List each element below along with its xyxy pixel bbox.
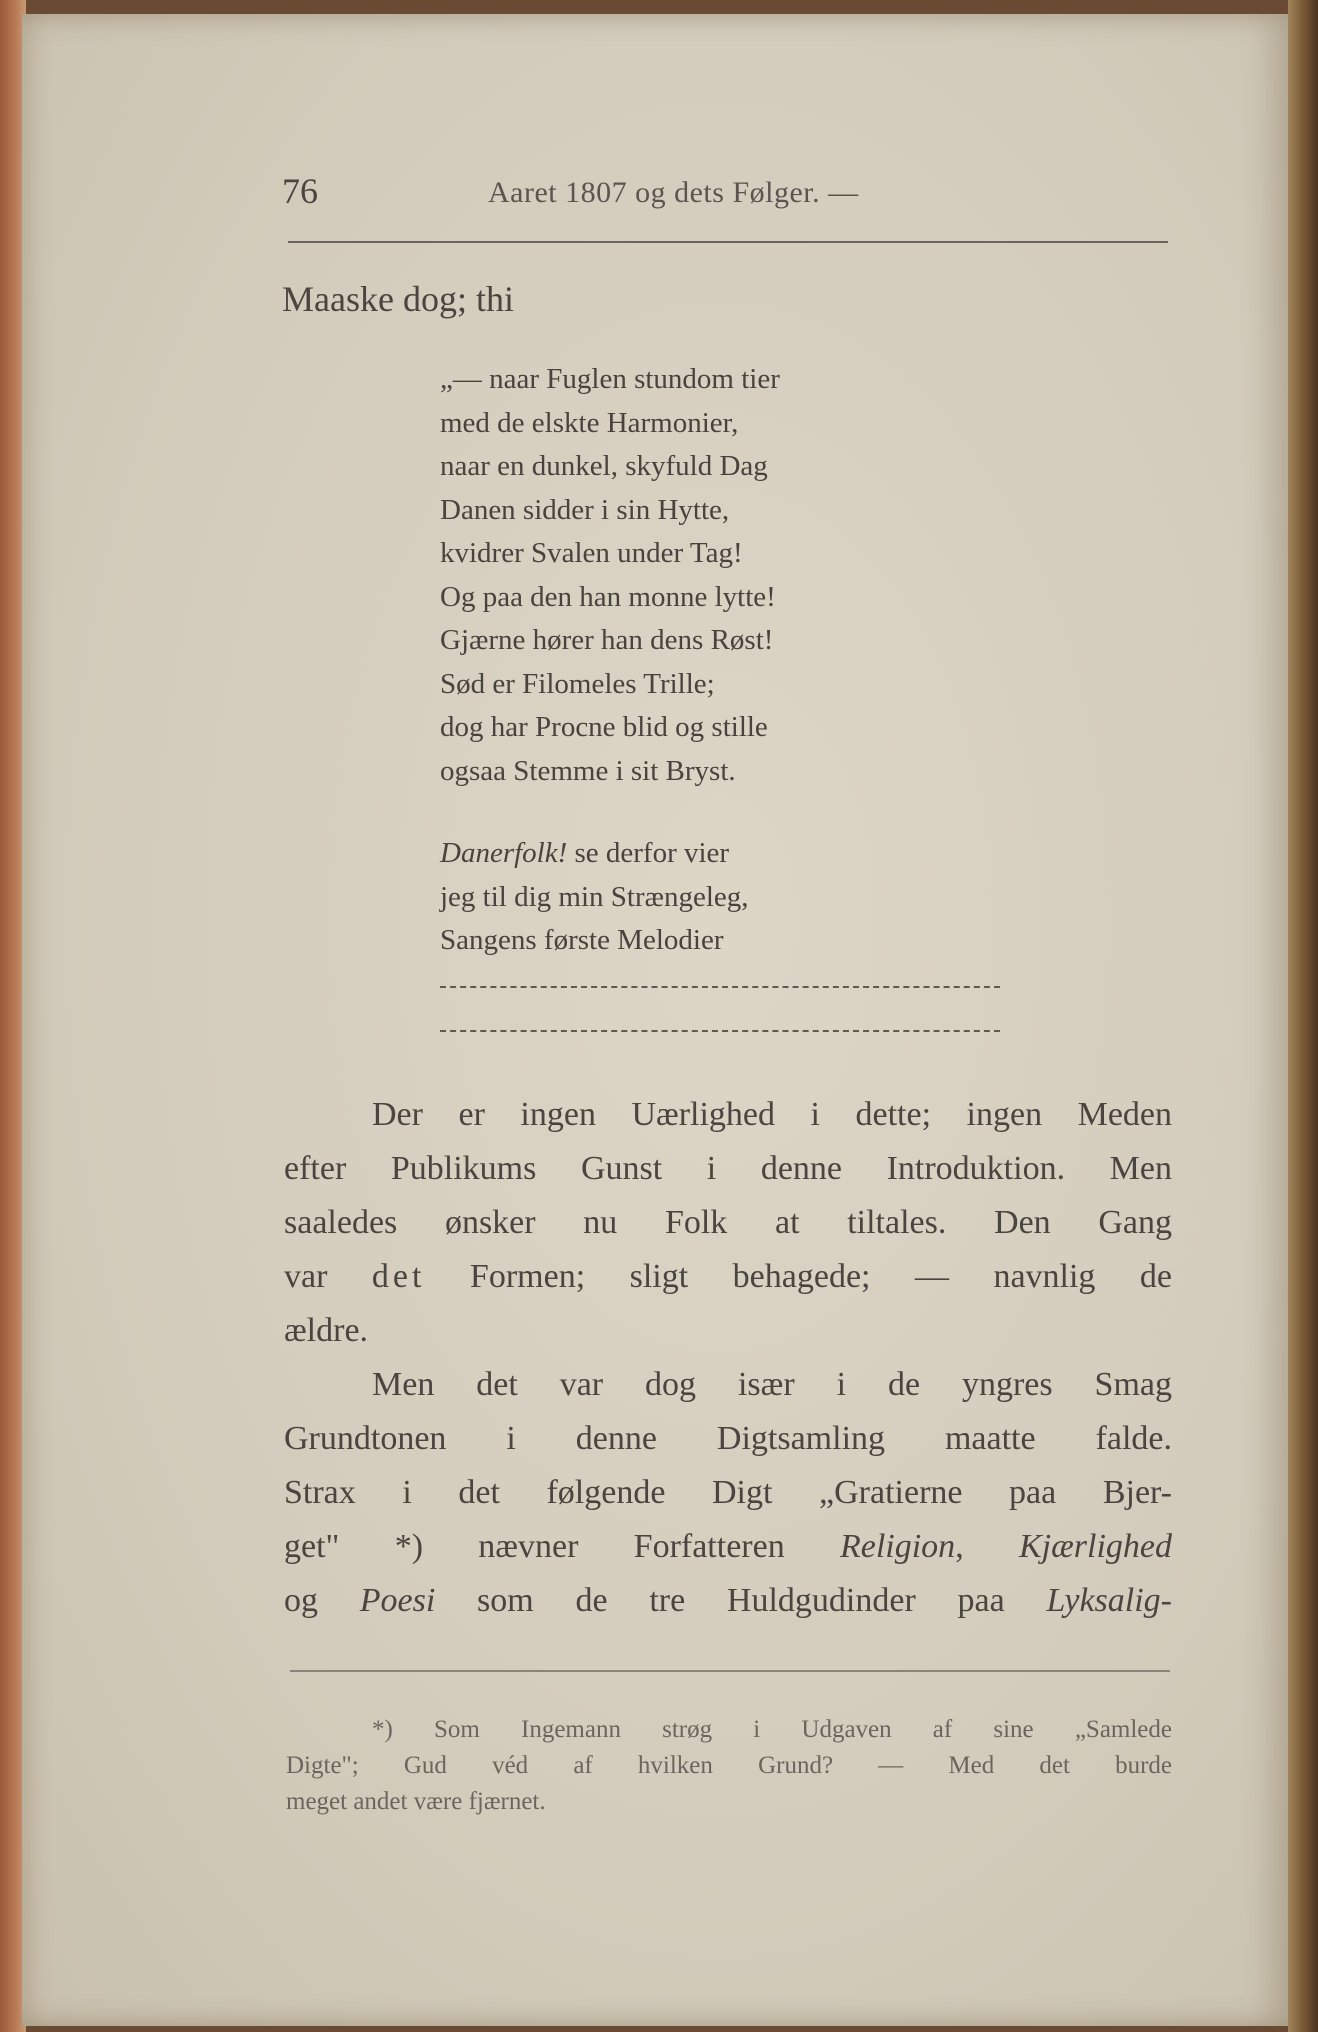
- ellipsis-dash-row: [440, 986, 1000, 990]
- footnote-line: *) Som Ingemann strøg i Udgaven af sine „Samlede: [372, 1716, 1172, 1743]
- page-header: [282, 170, 1170, 226]
- page-number: 76: [282, 171, 318, 211]
- poem-stanza-2: [440, 832, 1040, 963]
- poem-line: Og paa den han monne lytte!: [440, 580, 776, 613]
- poem-line: dog har Procne blid og stille: [440, 711, 768, 743]
- prose-fragment: som de tre Huldgudinder paa: [435, 1582, 1047, 1619]
- poem-line: Sangens første Melodier: [440, 924, 724, 956]
- prose-fragment: Formen; sligt behagede; — navnlig de: [425, 1258, 1173, 1295]
- prose-line: efter Publikums Gunst i denne Introduktion. Men: [284, 1150, 1172, 1187]
- poem-line: jeg til dig min Strængeleg,: [440, 880, 749, 913]
- footnote-line: Digte"; Gud véd af hvilken Grund? — Med det burde: [286, 1752, 1172, 1779]
- prose-line: saaledes ønsker nu Folk at tiltales. Den Gang: [284, 1204, 1172, 1241]
- poem-line: naar en dunkel, skyfuld Dag: [440, 450, 768, 482]
- poem-line: [440, 832, 1040, 876]
- spaced-emphasis: det: [371, 1258, 426, 1295]
- header-rule: [288, 241, 1168, 243]
- book-edge-right: [1288, 0, 1318, 2032]
- prose-fragment: og: [284, 1582, 360, 1619]
- paragraph-2: [284, 1358, 1172, 1628]
- footnote: [286, 1712, 1172, 1820]
- ellipsis-dash-row: [440, 1030, 1000, 1034]
- poem-emphasis: Danerfolk!: [440, 837, 568, 869]
- prose-line: Der er ingen Uærlighed i dette; ingen Meden: [372, 1096, 1172, 1133]
- prose-line: [284, 1250, 1172, 1304]
- prose-line: Grundtonen i denne Digtsamling maatte falde.: [284, 1420, 1172, 1457]
- poem-line: med de elskte Harmonier,: [440, 406, 739, 439]
- prose-line: [284, 1520, 1172, 1574]
- prose-fragment: get" *) nævner Forfatteren: [284, 1528, 840, 1565]
- prose-fragment: ,: [955, 1528, 1019, 1565]
- italic-term: Religion: [839, 1528, 956, 1565]
- poem-stanza-1: [440, 358, 1040, 793]
- poem-line: Danen sidder i sin Hytte,: [440, 493, 730, 526]
- prose-line: [284, 1574, 1172, 1628]
- poem-line-rest: se derfor vier: [567, 837, 730, 869]
- prose-line: ældre.: [284, 1312, 369, 1349]
- prose-fragment: var: [284, 1258, 372, 1295]
- poem-line: Sød er Filomeles Trille;: [440, 667, 715, 700]
- poem-line: Gjærne hører han dens Røst!: [440, 624, 774, 656]
- poem-line: kvidrer Svalen under Tag!: [440, 537, 743, 569]
- prose-line: Strax i det følgende Digt „Gratierne paa Bjer-: [284, 1474, 1172, 1511]
- italic-term: Kjærlighed: [1018, 1528, 1172, 1565]
- poem-line: ogsaa Stemme i sit Bryst.: [440, 754, 736, 787]
- poem-line: „— naar Fuglen stundom tier: [440, 363, 780, 395]
- footnote-line: meget andet være fjærnet.: [286, 1788, 546, 1815]
- italic-term: Poesi: [359, 1582, 436, 1619]
- paragraph-1: [284, 1088, 1172, 1358]
- intro-line: Maaske dog; thi: [282, 279, 514, 319]
- footnote-rule: [290, 1670, 1170, 1672]
- prose-line: Men det var dog især i de yngres Smag: [372, 1366, 1172, 1403]
- italic-term: Lyksalig-: [1046, 1582, 1172, 1619]
- running-head: Aaret 1807 og dets Følger. —: [488, 176, 859, 209]
